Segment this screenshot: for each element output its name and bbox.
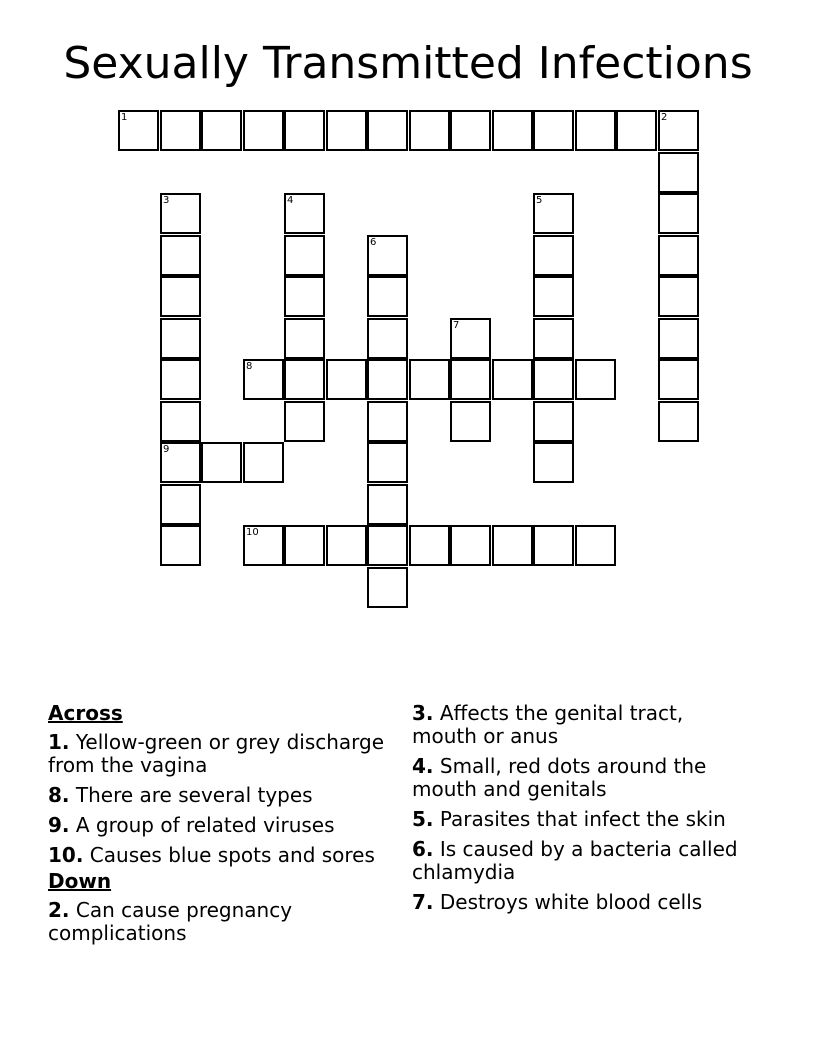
clue-number: 3. (412, 701, 434, 725)
crossword-cell (367, 525, 408, 566)
clue-text: A group of related viruses (75, 813, 335, 837)
crossword-cell (326, 110, 367, 151)
crossword-cell (575, 110, 616, 151)
crossword-cell (533, 318, 574, 359)
crossword-cell (409, 359, 450, 400)
cell-number: 7 (453, 320, 460, 331)
crossword-cell (160, 235, 201, 276)
clue-down-2 (48, 899, 398, 945)
crossword-cell (492, 110, 533, 151)
clue-down-7 (412, 891, 752, 914)
clue-text: Can cause pregnancy complications (48, 898, 293, 945)
cell-number: 9 (163, 444, 170, 455)
crossword-cell (575, 525, 616, 566)
cell-number: 4 (287, 195, 294, 206)
clue-number: 4. (412, 754, 434, 778)
crossword-cell (367, 359, 408, 400)
crossword-cell (243, 525, 284, 566)
crossword-cell (450, 401, 491, 442)
crossword-cell (658, 359, 699, 400)
crossword-cell (367, 442, 408, 483)
crossword-cell (367, 401, 408, 442)
cell-number: 10 (246, 527, 259, 538)
clue-text: Is caused by a bacteria called chlamydia (412, 837, 738, 884)
crossword-cell (160, 193, 201, 234)
clue-number: 7. (412, 890, 434, 914)
clue-text: Causes blue spots and sores (89, 843, 375, 867)
crossword-cell (492, 359, 533, 400)
crossword-cell (450, 110, 491, 151)
crossword-cell (284, 401, 325, 442)
crossword-cell (201, 110, 242, 151)
cell-number: 6 (370, 237, 377, 248)
cell-number: 8 (246, 361, 253, 372)
clue-across-1 (48, 731, 398, 777)
clue-number: 6. (412, 837, 434, 861)
cell-number: 2 (661, 112, 668, 123)
cell-number: 3 (163, 195, 170, 206)
clue-text: Affects the genital tract, mouth or anus (412, 701, 684, 748)
crossword-cell (616, 110, 657, 151)
crossword-cell (284, 359, 325, 400)
crossword-cell (450, 359, 491, 400)
clue-down-5 (412, 808, 752, 831)
crossword-cell (201, 442, 242, 483)
down-heading: Down (48, 869, 112, 893)
crossword-cell (658, 152, 699, 193)
crossword-cell (533, 276, 574, 317)
crossword-cell (284, 276, 325, 317)
clue-number: 9. (48, 813, 70, 837)
crossword-cell (367, 110, 408, 151)
clue-across-10 (48, 844, 398, 867)
crossword-cell (160, 276, 201, 317)
crossword-cell (658, 193, 699, 234)
crossword-cell (575, 359, 616, 400)
crossword-cell (450, 318, 491, 359)
crossword-cell (658, 276, 699, 317)
crossword-cell (160, 401, 201, 442)
clue-number: 8. (48, 783, 70, 807)
clue-number: 2. (48, 898, 70, 922)
crossword-cell (533, 110, 574, 151)
crossword-cell (533, 193, 574, 234)
clue-text: Small, red dots around the mouth and genitals (412, 754, 707, 801)
clue-text: Destroys white blood cells (439, 890, 703, 914)
clue-text: There are several types (75, 783, 313, 807)
crossword-cell (450, 525, 491, 566)
clue-text: Parasites that infect the skin (439, 807, 726, 831)
crossword-cell (284, 193, 325, 234)
clue-number: 5. (412, 807, 434, 831)
page-title: Sexually Transmitted Infections (63, 38, 753, 89)
crossword-cell (160, 359, 201, 400)
clue-down-3 (412, 702, 752, 748)
clue-down-4 (412, 755, 752, 801)
crossword-cell (160, 484, 201, 525)
crossword-cell (367, 276, 408, 317)
crossword-cell (243, 110, 284, 151)
cell-number: 1 (121, 112, 128, 123)
crossword-cell (118, 110, 159, 151)
crossword-cell (243, 359, 284, 400)
crossword-cell (533, 442, 574, 483)
clue-number: 10. (48, 843, 84, 867)
crossword-cell (284, 235, 325, 276)
clue-number: 1. (48, 730, 70, 754)
crossword-cell (367, 318, 408, 359)
crossword-cell (160, 525, 201, 566)
clues-column-right (412, 702, 752, 921)
clue-down-6 (412, 838, 752, 884)
crossword-cell (533, 235, 574, 276)
crossword-cell (160, 442, 201, 483)
crossword-cell (533, 359, 574, 400)
crossword-cell (533, 401, 574, 442)
crossword-cell (284, 318, 325, 359)
crossword-cell (367, 235, 408, 276)
crossword-cell (658, 235, 699, 276)
crossword-cell (243, 442, 284, 483)
crossword-cell (409, 525, 450, 566)
crossword-cell (284, 525, 325, 566)
crossword-cell (367, 484, 408, 525)
clue-across-8 (48, 784, 398, 807)
clues-column-left (48, 702, 398, 952)
crossword-cell (658, 110, 699, 151)
crossword-cell (284, 110, 325, 151)
clue-across-9 (48, 814, 398, 837)
crossword-cell (658, 401, 699, 442)
crossword-cell (160, 110, 201, 151)
crossword-cell (492, 525, 533, 566)
crossword-cell (533, 525, 574, 566)
cell-number: 5 (536, 195, 543, 206)
crossword-cell (367, 567, 408, 608)
crossword-cell (658, 318, 699, 359)
crossword-cell (409, 110, 450, 151)
clue-text: Yellow-green or grey discharge from the vagina (48, 730, 385, 777)
crossword-cell (326, 525, 367, 566)
crossword-cell (326, 359, 367, 400)
across-heading: Across (48, 701, 123, 725)
crossword-cell (160, 318, 201, 359)
